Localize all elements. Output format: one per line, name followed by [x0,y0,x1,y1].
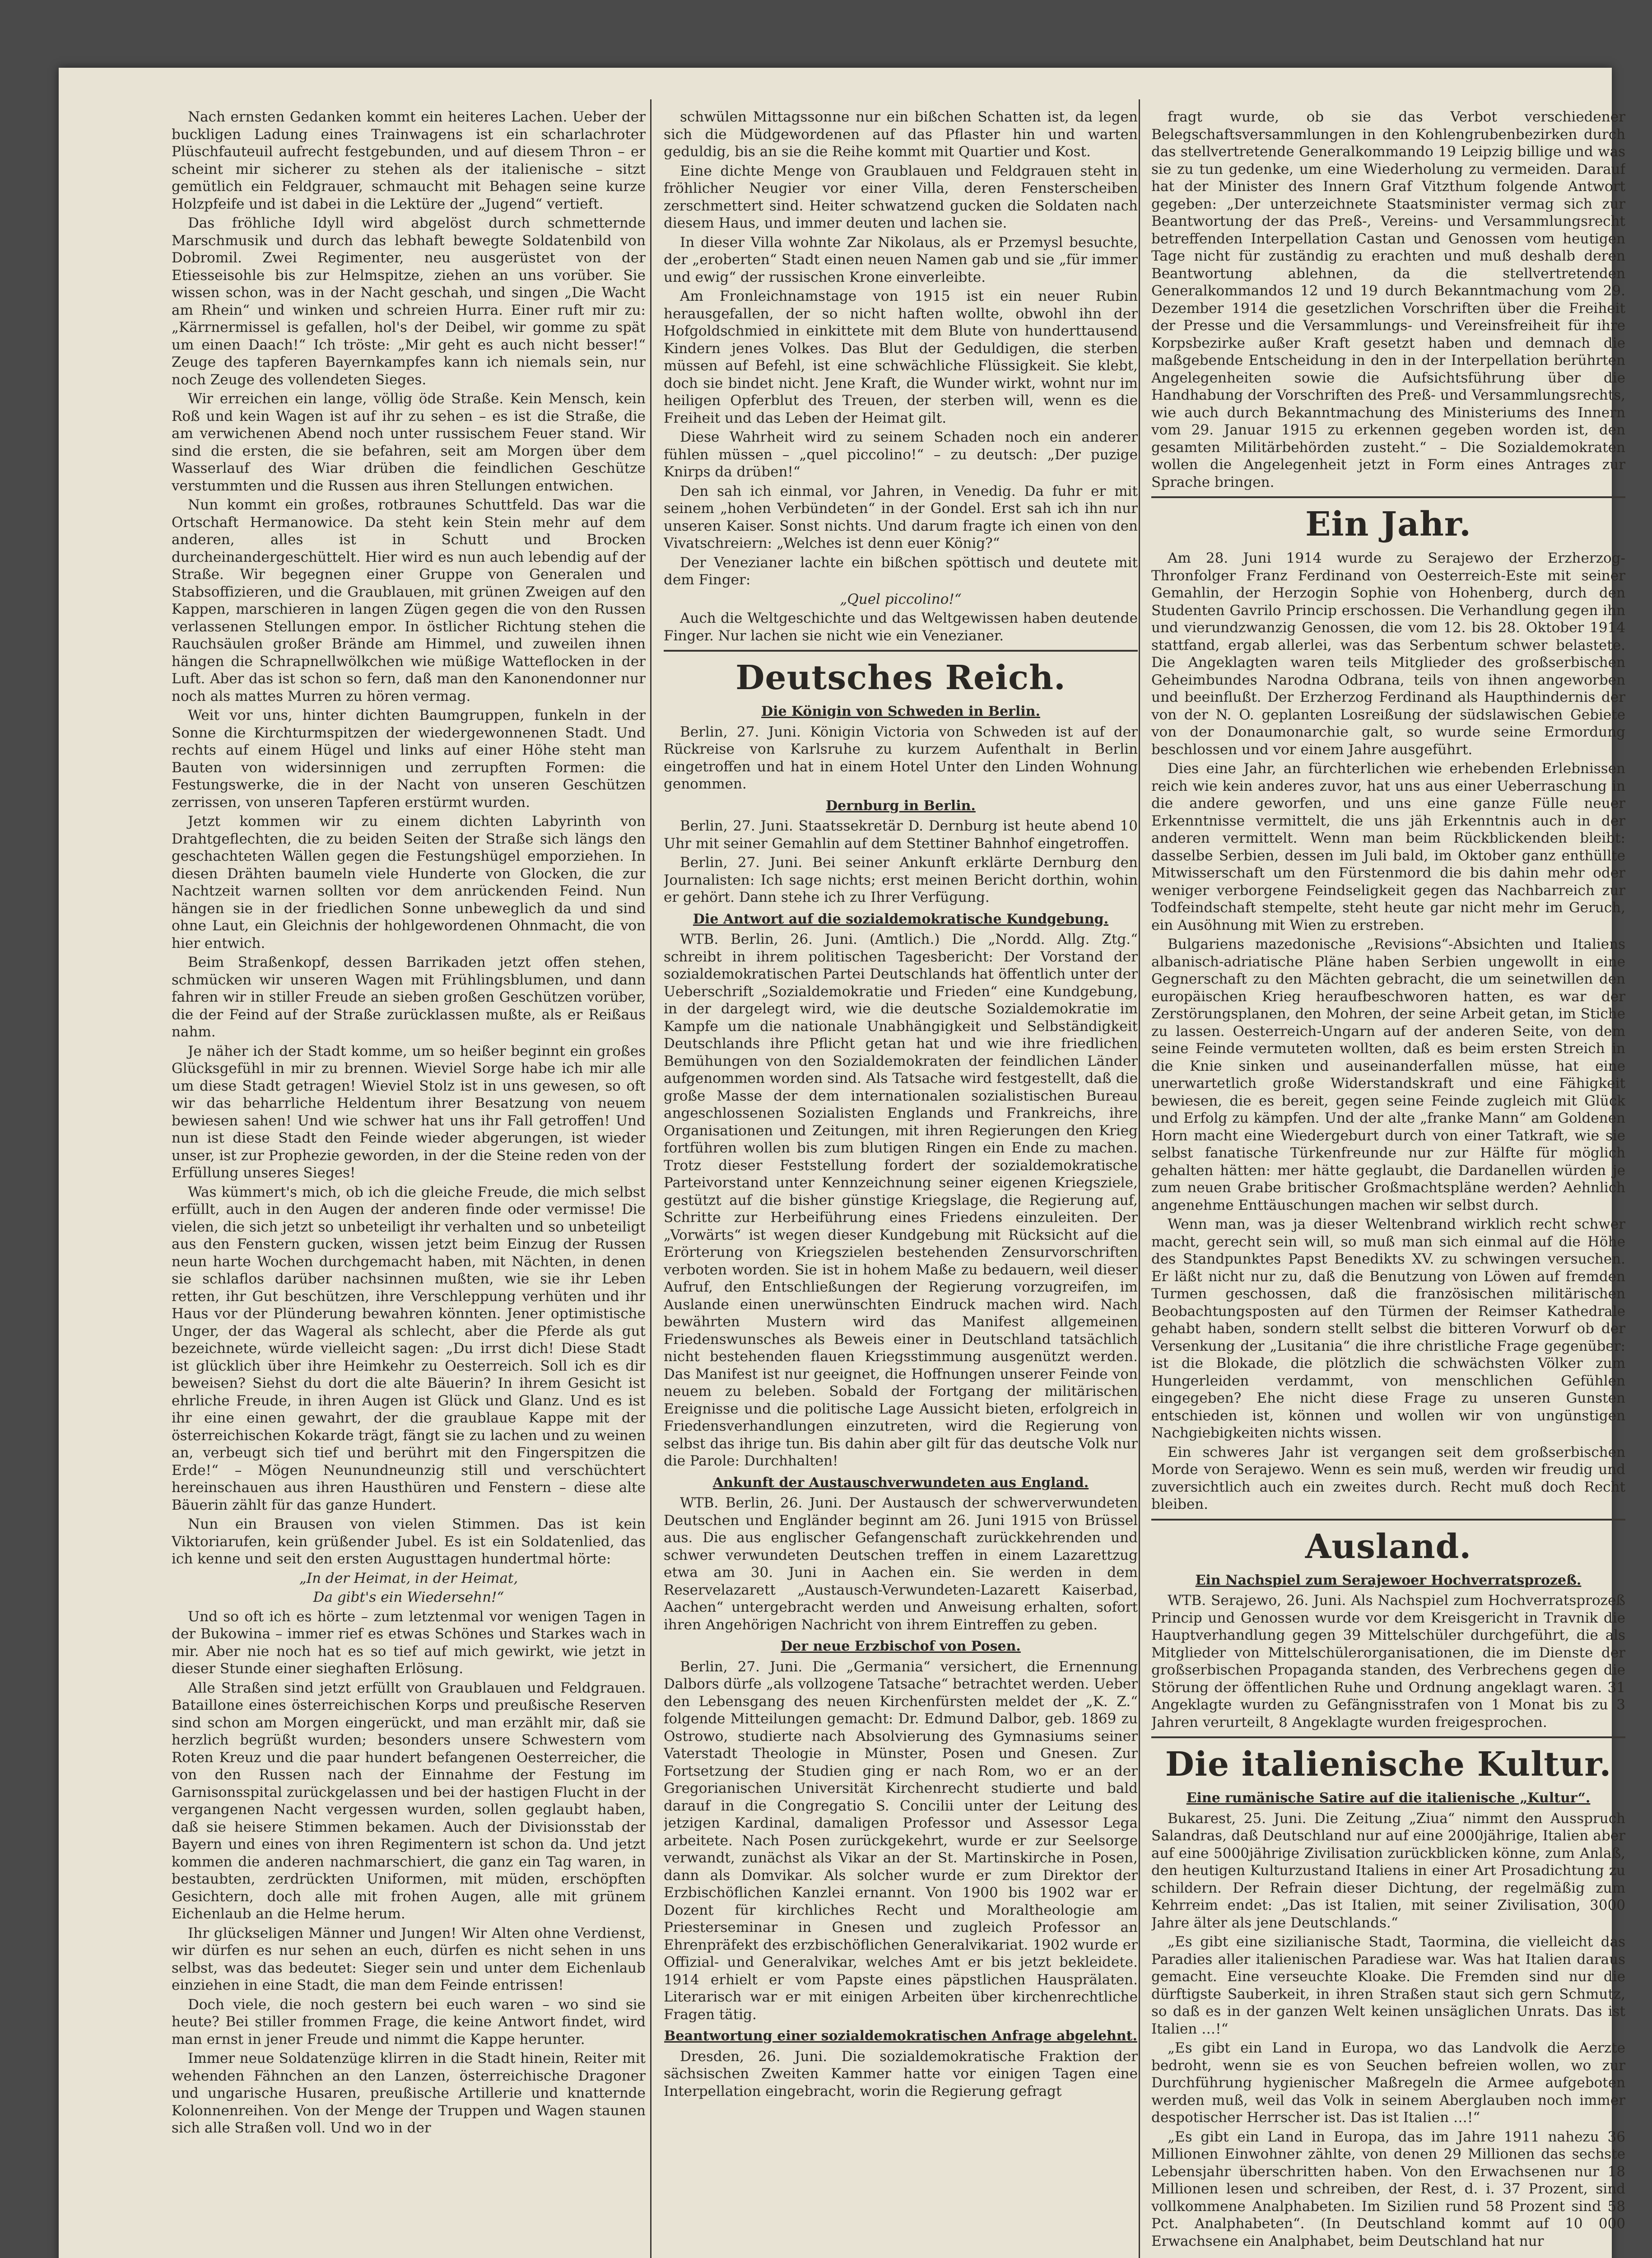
paragraph: Auch die Weltgeschichte und das Weltgewissen haben deutende Finger. Nur lachen sie nicht wie ein Venezianer. [664,610,1138,644]
paragraph: Berlin, 27. Juni. Bei seiner Ankunft erklärte Dernburg den Journalisten: Ich sage nichts; erst meinen Bericht dorthin, wohin er gehört. Dann stehe ich zu Ihrer Verfügung. [664,854,1138,905]
paragraph: Weit vor uns, hinter dichten Baumgruppen, funkeln in der Sonne die Kirchturmspitzen der wiedergewonnenen Stadt. Und rechts auf einem Hügel und links auf einer Höhe steht man Bauten von widersinnigen und zerrupften Formen: die Festungswerke, die in der Nacht von unseren Geschützen zerrissen, von unseren Tapferen erstürmt wurden. [172,707,646,811]
paragraph: Und so oft ich es hörte – zum letztenmal vor wenigen Tagen in der Bukowina – immer rief es etwas Schönes und Starkes wach in mir. Aber nie noch hat es so tief auf mich gewirkt, wie jetzt in dieser Stunde einer sieghaften Erlösung. [172,1608,646,1677]
paragraph: Dresden, 26. Juni. Die sozialdemokratische Fraktion der sächsischen Zweiten Kammer hatte vor einigen Tagen eine Interpellation eingebracht, worin die Regierung gefragt [664,2048,1138,2099]
article-headline: Ankunft der Austauschverwundeten aus England. [712,1474,1089,1491]
paragraph: In dieser Villa wohnte Zar Nikolaus, als er Przemysl besuchte, der „eroberten“ Stadt einen neuen Namen gab und sie „für immer und ewig“ der russischen Krone einverleibte. [664,234,1138,285]
paragraph: Ihr glückseligen Männer und Jungen! Wir Alten ohne Verdienst, wir dürfen es nur sehen an euch, dürfen es nicht sehen in uns selbst, was das bedeutet: Sieger sein und unter dem Eichenlaub einziehen in eine Stadt, die man dem Feinde entrissen! [172,1925,646,1993]
song-quote-line: Da gibt's ein Wiedersehn!“ [313,1589,504,1605]
paragraph: „Quel piccolino!“ [840,591,962,607]
article-headline: Dernburg in Berlin. [826,798,976,814]
paragraph: fragt wurde, ob sie das Verbot verschiedener Belegschaftsversammlungen in den Kohlengrubenbezirken durch das stellvertretende Generalkommando 19 Leipzig billige und was sie zu tun gedenke, um eine Wiederholung zu vermeiden. Darauf hat der Minister des Innern Graf Vitzthum folgende Antwort gegeben: „Der unterzeichnete Staatsminister vermag sich zur Beantwortung der das Preß-, Vereins- und Versammlungsrecht betreffenden Interpellation Castan und Genossen vom heutigen Tage nicht für zuständig zu erachten und muß deshalb deren Beantwortung ablehnen, da die stellvertretenden Generalkommandos 12 und 19 durch Bekanntmachung vom 29. Dezember 1914 die gesetzlichen Vorschriften über die Freiheit der Presse und die Versammlungs- und Vereinsfreiheit für ihre Korpsbezirke außer Kraft gesetzt haben und demnach die maßgebende Entscheidung in den in der Interpellation berührten Angelegenheiten sowie die Aufsichtsführung über die Handhabung der Vorschriften des Preß- und Versammlungsrechts, wie auch durch Bekanntmachung des Ministeriums des Innern vom 29. Januar 1915 zu erkennen gegeben worden ist, den gesamten Militärbehörden zusteht.“ – Die Sozialdemokraten wollen die Angelegenheit jetzt in Form eines Antrages zur Sprache bringen. [1151,109,1625,490]
paragraph: Ein schweres Jahr ist vergangen seit dem großserbischen Morde von Serajewo. Wenn es sein muß, werden wir freudig und zuversichtlich auch ein zweites durch. Recht muß doch Recht bleiben. [1151,1444,1625,1512]
article-headline: Beantwortung einer sozialdemokratischen Anfrage abgelehnt. [664,2028,1137,2044]
section-title: Ausland. [1305,1527,1472,1566]
paragraph: Eine dichte Menge von Graublauen und Feldgrauen steht in fröhlicher Neugier vor einer Villa, deren Fensterscheiben zerschmettert sind. Heiter schwatzend gucken die Soldaten nach diesem Haus, und immer deuten und lachen sie. [664,163,1138,231]
paragraph: Nach ernsten Gedanken kommt ein heiteres Lachen. Ueber der buckligen Ladung eines Trainwagens ist ein scharlachroter Plüschfauteuil aufrecht festgebunden, und auf diesem Thron – er scheint mir sicherer zu stehen als der italienische – sitzt gemütlich ein Feldgrauer, schmaucht mit Behagen seine kurze Holzpfeife und ist dabei in die Lektüre der „Jugend“ vertieft. [172,109,646,212]
section-rule [1151,496,1625,498]
section-rule [1151,1519,1625,1521]
paragraph: Den sah ich einmal, vor Jahren, in Venedig. Da fuhr er mit seinem „hohen Verbündeten“ in der Gondel. Erst sah ich ihn nur unseren Kaiser. Sonst nichts. Und darum fragte ich einen von den Vivatschreiern: „Welches ist denn euer König?“ [664,483,1138,551]
article-headline: Der neue Erzbischof von Posen. [781,1638,1021,1654]
paragraph: „Es gibt eine sizilianische Stadt, Taormina, die vielleicht das Paradies aller italienischen Paradiese war. Was hat Italien daraus gemacht. Eine verseuchte Kloake. Die Fremden sind nur die dürftigste Sauberkeit, in ihren Straßen staut sich gern Schmutz, so daß es in der ganzen Welt keinen unsäglichen Unrats. Das ist Italien …!“ [1151,1934,1625,2037]
paragraph: Doch viele, die noch gestern bei euch waren – wo sind sie heute? Bei stiller frommen Frage, die keine Antwort findet, wird man ernst in jener Freude und nimmt die Kappe herunter. [172,1996,646,2048]
paragraph: WTB. Serajewo, 26. Juni. Als Nachspiel zum Hochverratsprozeß Princip und Genossen wurde vor dem Kreisgericht in Travnik die Hauptverhandlung gegen 39 Mittelschüler durchgeführt, die als Mitglieder von Mittelschülerorganisationen, die im Dienste der großserbischen Propaganda standen, des Verbrechens gegen die Störung der öffentlichen Ruhe und Ordnung angeklagt waren. 31 Angeklagte wurden zu Gefängnisstrafen von 1 Monat bis zu 3 Jahren verurteilt, 8 Angeklagte wurden freigesprochen. [1151,1592,1625,1731]
paragraph: Immer neue Soldatenzüge klirren in die Stadt hinein, Reiter mit wehenden Fähnchen an den Lanzen, österreichische Dragoner und ungarische Husaren, preußische Artillerie und knatternde Kolonnenreihen. Von der Menge der Truppen und Wagen staunen sich alle Straßen voll. Und wo in der [172,2050,646,2136]
newspaper-page [59,68,1625,2258]
paragraph: WTB. Berlin, 26. Juni. Der Austausch der schwerverwundeten Deutschen und Engländer beginnt am 26. Juni 1915 von Brüssel aus. Die aus englischer Gefangenschaft zurückkehrenden und schwer verwundeten Deutschen treffen in einem Lazarettzug etwa am 30. Juni in Aachen ein. Sie werden in dem Reservelazarett „Austausch-Verwundeten-Lazarett Kaiserbad, Aachen“ untergebracht werden und Anweisung erhalten, sofort ihren Angehörigen Nachricht von ihrem Eintreffen zu geben. [664,1495,1138,1633]
paragraph: „Es gibt ein Land in Europa, wo das Landvolk die Aerzte bedroht, wenn sie es von Seuchen befreien wollen, wo zur Durchführung hygienischer Maßregeln die Armee aufgeboten werden muß, weil das Volk in seinem Aberglauben noch immer despotischer Herrscher ist. Das ist Italien …!“ [1151,2040,1625,2126]
article-headline: Die Antwort auf die sozialdemokratische Kundgebung. [693,911,1109,927]
section-title: Ein Jahr. [1305,505,1471,544]
paragraph: Berlin, 27. Juni. Königin Victoria von Schweden ist auf der Rückreise von Karlsruhe zu kurzem Aufenthalt in Berlin eingetroffen und hat in einem Hotel Unter den Linden Wohnung genommen. [664,723,1138,792]
paragraph: Bukarest, 25. Juni. Die Zeitung „Ziua“ nimmt den Ausspruch Salandras, daß Deutschland nur auf eine 2000jährige, Italien aber auf eine 5000jährige Zivilisation zurückblicken könne, zum Anlaß, den heutigen Kulturzustand Italiens in einer Art Prosadichtung zu schildern. Der Refrain dieser Dichtung, der regelmäßig zum Kehrreim endet: „Das ist Italien, mit seiner Zivilisation, 3000 Jahre älter als jene Deutschlands.“ [1151,1810,1625,1931]
paragraph: schwülen Mittagssonne nur ein bißchen Schatten ist, da legen sich die Müdgewordenen auf das Pflaster hin und warten geduldig, bis an sie die Reihe kommt mit Quartier und Kost. [664,109,1138,160]
paragraph: Diese Wahrheit wird zu seinem Schaden noch ein anderer fühlen müssen – „quel piccolino!“ – zu deutsch: „Der puzige Knirps da drüben!“ [664,429,1138,480]
paragraph: Nun kommt ein großes, rotbraunes Schuttfeld. Das war die Ortschaft Hermanowice. Da steht kein Stein mehr auf dem anderen, alles ist in Schutt und Brocken durcheinandergeschüttelt. Hier wird es nun auch lebendig auf der Straße. Wir begegnen einer Gruppe von Generalen und Stabsoffizieren, und die Graublauen, mit grünen Zweigen auf den Kappen, marschieren in langen Zügen gegen die von den Russen verlassenen Stellungen empor. In östlicher Richtung stehen die Rauchsäulen großer Brände am Himmel, und zuweilen ihnen hängen die Schrapnellwölkchen wie müßige Watteflocken in der Luft. Aber das ist schon so fern, daß man den Kanonendonner nur noch als mattes Murren zu hören vermag. [172,497,646,704]
paragraph: Am Fronleichnamstage von 1915 ist ein neuer Rubin herausgefallen, der so nicht haften wollte, obwohl ihn der Hofgoldschmied in einkittete mit dem Blute von hunderttausend Kindern jenes Volkes. Das Blut der Geduldigen, die sterben müssen auf Befehl, ist eine schwächliche Flüssigkeit. Sie klebt, doch sie bindet nicht. Jene Kraft, die Wunder wirkt, wohnt nur im heiligen Opferblut des Treuen, der sterben will, wenn es die Freiheit und das Leben der Heimat gilt. [664,288,1138,426]
paragraph: Alle Straßen sind jetzt erfüllt von Graublauen und Feldgrauen. Bataillone eines österreichischen Korps und preußische Reserven sind schon am Morgen eingerückt, und man erzählt mir, daß sie herzlich begrüßt wurden; besonders unsere Schwestern vom Roten Kreuz und die paar hundert befangenen Oesterreicher, die von den Russen nach der Einnahme der Festung im Garnisonsspital zurückgelassen und bei der hastigen Flucht in der vergangenen Nacht vergessen wurden, sollen geglaubt haben, daß sie heisere Stimmen bekamen. Auch der Divisionsstab der Bayern und eines von ihren Regimentern ist schon da. Und jetzt kommen die anderen nachmarschiert, die ganz ein Tag waren, in bestaubten, zerdrückten Uniformen, mit müden, erschöpften Gesichtern, doch alle mit frohen Augen, alle mit grünem Eichenlaub an die Helme herum. [172,1680,646,1922]
paragraph: Berlin, 27. Juni. Die „Germania“ versichert, die Ernennung Dalbors dürfe „als vollzogene Tatsache“ betrachtet werden. Ueber den Lebensgang des neuen Kirchenfürsten meldet der „K. Z.“ folgende Mitteilungen gemacht: Dr. Edmund Dalbor, geb. 1869 zu Ostrowo, studierte nach Absolvierung des Gymnasiums seiner Vaterstadt Theologie in Münster, Posen und Gnesen. Zur Fortsetzung der Studien ging er nach Rom, wo er an der Gregorianischen Universität Kirchenrecht studierte und bald darauf in die Congregatio S. Concilii unter der Leitung des jetzigen Kardinal, damaligen Professor und Assessor Lega arbeitete. Nach Posen zurückgekehrt, wurde er zur Seelsorge verwandt, zunächst als Vikar an der St. Martinskirche in Posen, dann als Domvikar. Als solcher wurde er zum Direktor der Erzbischöflichen Kanzlei ernannt. Von 1900 bis 1902 war er Dozent für kirchliches Recht und Moraltheologie am Priesterseminar in Gnesen und zugleich Professor an Ehrenpräfekt des erzbischöflichen Generalvikariat. 1902 wurde er Offizial- und Generalvikar, welches Amt er bis jetzt bekleidete. 1914 erhielt er vom Papste eines päpstlichen Hausprälaten. Literarisch war er mit einigen Arbeiten über kirchenrechtliche Fragen tätig. [664,1658,1138,2023]
section-title: Deutsches Reich. [735,658,1066,697]
paragraph: Bulgariens mazedonische „Revisions“-Absichten und Italiens albanisch-adriatische Pläne haben Serbien ungewollt in eine Gegnerschaft zu den Mächten gebracht, die um seinetwillen den europäischen Krieg heraufbeschworen hatten, es war der Zerstörungsplanen, den Mohren, der seine Arbeit getan, im Stiche zu lassen. Oesterreich-Ungarn auf der anderen Seite, von dem seine Feinde vermuteten wollten, daß es beim ersten Streich in die Knie sinken und auseinanderfallen müsse, hat eine unerwartetlich große Widerstandskraft und eine Fähigkeit bewiesen, die es bereit, gegen seine Feinde zugleich mit Glück und Erfolg zu kämpfen. Und der alte „franke Mann“ am Goldenen Horn macht eine Wiedergeburt durch von einer Tatkraft, wie sie selbst fanatische Türkenfreunde nur zur Hälfte für möglich gehalten hätten: mer hätte geglaubt, die Dardanellen würden je zum neuen Grabe britischer Großmachtspläne werden? Aehnlich angenehme Enttäuschungen machen wir selbst durch. [1151,936,1625,1213]
paragraph: Berlin, 27. Juni. Staatssekretär D. Dernburg ist heute abend 10 Uhr mit seiner Gemahlin auf dem Stettiner Bahnhof eingetroffen. [664,818,1138,852]
paragraph: Wir erreichen ein lange, völlig öde Straße. Kein Mensch, kein Roß und kein Wagen ist auf ihr zu sehen – es ist die Straße, die am verwichenen Abend noch unter russischem Feuer stand. Wir sind die ersten, die sie befahren, seit am Morgen über dem Wasserlauf des Wiar drüben die feindlichen Geschütze verstummten und die Russen aus ihren Stellungen entwichen. [172,391,646,494]
paragraph: Der Venezianer lachte ein bißchen spöttisch und deutete mit dem Finger: [664,554,1138,588]
paragraph: Nun ein Brausen von vielen Stimmen. Das ist kein Viktoriarufen, kein grüßender Jubel. Es ist ein Soldatenlied, das ich kenne und seit den ersten Augusttagen hundertmal hörte: [172,1516,646,1567]
paragraph: Das fröhliche Idyll wird abgelöst durch schmetternde Marschmusik und durch das lebhaft bewegte Soldatenbild von Dobromil. Zwei Regimenter, neu ausgerüstet von der Etiesseisohle bis zur Helmspitze, ziehen an uns vorüber. Sie wissen schon, was in der Nacht geschah, und singen „Die Wacht am Rhein“ und winken und schreien Hurra. Einer ruft mir zu: „Kärrnermissel is gefallen, hol's der Deibel, wir gomme zu spät um einen Daach!“ Ich tröste: „Mir geht es auch nicht besser!“ Zeuge des tapferen Bayernkampfes kann ich niemals sein, nur noch Zeuge des vollendeten Sieges. [172,215,646,388]
section-rule [1151,1736,1625,1738]
paragraph: Was kümmert's mich, ob ich die gleiche Freude, die mich selbst erfüllt, auch in den Augen der anderen finde oder vermisse! Die vielen, die sich jetzt so unbeteiligt ihr verhalten und so unbeteiligt aus den Fenstern gucken, wissen jetzt beim Einzug der Russen neun harte Wochen durchgemacht haben, mit Nächten, in denen sie schlaflos darüber nachsinnen mußten, wie sie ihr Leben retten, ihr Gut beschützen, ihre Verschleppung verhüten und ihr Haus vor der Plünderung bewahren könnten. Jener optimistische Unger, der das Wageral als schlecht, aber die Pferde als gut bezeichnete, würde vielleicht sagen: „Du irrst dich! Diese Stadt ist glücklich über ihre Heimkehr zu Oesterreich. Soll ich es dir beweisen? Siehst du dort die alte Bäuerin? In ihrem Gesicht ist ehrliche Freude, in ihren Augen ist Glück und Glanz. Und es ist ihr eine einen gewahrt, der die graublaue Kappe mit der österreichischen Kokarde trägt, fängt sie zu lachen und zu weinen an, verbeugt sich tief und berührt mit den Fingerspitzen die Erde!“ – Mögen Neunundneunzig still und verschüchtert hereinschauen aus ihren Hausthüren und Fenstern – diese alte Bäuerin zählt für das ganze Hundert. [172,1184,646,1513]
section-title: Die italienische Kultur. [1165,1745,1612,1784]
paragraph: WTB. Berlin, 26. Juni. (Amtlich.) Die „Nordd. Allg. Ztg.“ schreibt in ihrem politischen Tagesbericht: Der Vorstand der sozialdemokratischen Partei Deutschlands hat öffentlich unter der Ueberschrift „Sozialdemokratie und Frieden“ eine Kundgebung, in der dargelegt wird, wie die deutsche Sozialdemokratie im Kampfe um die nationale Unabhängigkeit und Selbständigkeit Deutschlands ihre Pflicht getan hat und wie ihre friedlichen Bemühungen von den Sozialdemokraten der feindlichen Länder aufgenommen worden sind. Als Tatsache wird festgestellt, daß die große Masse der dem internationalen sozialistischen Bureau angeschlossenen Sozialisten Englands und Frankreichs, ihre Organisationen und Zeitungen, mit ihren Regierungen den Krieg fortführen wollen bis zum blutigen Ringen ein Ende zu machen. Trotz dieser Feststellung fordert der sozialdemokratische Parteivorstand unter Kennzeichnung seiner eigenen Kriegsziele, gestützt auf die bisher günstige Kriegslage, die Regierung auf, Schritte zur Herbeiführung eines Friedens einzuleiten. Der „Vorwärts“ ist wegen dieser Kundgebung mit Rücksicht auf die Erörterung von Kriegszielen bestehenden Zensurvorschriften verboten worden. Sie ist in hohem Maße zu bedauern, weil dieser Aufruf, den Entschließungen der Regierung vorzugreifen, im Auslande einen unerwünschten Eindruck machen wird. Nach bewährten Mustern wird das Manifest allgemeinen Friedenswunsches als Beweis einer in Deutschland tatsächlich nicht bestehenden flauen Kriegsstimmung ausgenützt werden. Das Manifest ist nur geeignet, die Hoffnungen unserer Feinde von neuem zu beleben. Sobald der Fortgang der militärischen Ereignisse und die politische Lage Aussicht bieten, erfolgreich in Friedensverhandlungen einzutreten, wird die Regierung von selbst das ihrige tun. Bis dahin aber gilt für das deutsche Volk nur die Parole: Durchhalten! [664,931,1138,1469]
column-divider [1139,99,1140,2258]
paragraph: Je näher ich der Stadt komme, um so heißer beginnt ein großes Glücksgefühl in mir zu brennen. Wieviel Sorge habe ich mir alle um diese Stadt getragen! Wieviel Stolz ist in uns gewesen, so oft wir das beharrliche Heldentum ihrer Besatzung von neuem bewiesen sahen! Und wie schwer hat uns ihr Fall getroffen! Und nun ist diese Stadt den Feinde wieder abgerungen, ist wieder unser, ist zur Prophezie geworden, in der die Steine reden von der Erfüllung unseres Sieges! [172,1043,646,1181]
paragraph: Dies eine Jahr, an fürchterlichen wie erhebenden Erlebnissen reich wie kein anderes zuvor, hat uns aus einer Ueberraschung in die andere geworfen, und uns eine ganze Fülle neuer Erkenntnisse vermittelt, die uns jäh Erkenntnis auch in der anderen vermittelt. Wenn man beim Rückblickenden bleibt: dasselbe Serbien, dessen im Juli bald, im Oktober ganz enthüllte Mitwisserschaft um den Fürstenmord die bis dahin mehr oder weniger verborgene Feindseligkeit gegen das Nachbarreich zur Todfeindschaft stempelte, steht heute gar nicht mehr im Geruch, ein Ausöhnung mit Wien zu erstreben. [1151,760,1625,933]
paragraph: Beim Straßenkopf, dessen Barrikaden jetzt offen stehen, schmücken wir unseren Wagen mit Frühlingsblumen, und dann fahren wir in stiller Freude an sieben großen Geschützen vorüber, die der Feind auf der Straße zurücklassen mußte, als er Reißaus nahm. [172,954,646,1040]
song-quote-line: „In der Heimat, in der Heimat, [299,1570,518,1586]
column-divider [650,99,651,2258]
paragraph: Am 28. Juni 1914 wurde zu Serajewo der Erzherzog-Thronfolger Franz Ferdinand von Oesterreich-Este mit seiner Gemahlin, der Herzogin Sophie von Hohenberg, durch den Studenten Gavrilo Princip erschossen. Die Verhandlung gegen ihn und vierundzwanzig Genossen, die vom 12. bis 28. Oktober 1914 stattfand, ergab allerlei, was das Serbentum schwer belastete. Die Angeklagten waren teils Mitglieder des großserbischen Geheimbundes Narodna Odbrana, teils von ihnen angeworben und beeinflußt. Der Erzherzog Ferdinand als Haupthindernis der von der N. O. geplanten Losreißung der südslawischen Gebiete von der Donaumonarchie galt, so wurde seine Ermordung beschlossen und vor einem Jahre ausgeführt. [1151,550,1625,758]
section-rule [664,650,1138,652]
paragraph: „Es gibt ein Land in Europa, das im Jahre 1911 nahezu 36 Millionen Einwohner zählte, von denen 29 Millionen das sechste Lebensjahr überschritten haben. Von den Erwachsenen nur 18 Millionen lesen und schreiben, der Rest, d. i. 37 Prozent, sind vollkommene Analphabeten. Im Sizilien rund 58 Prozent sind 58 Pct. Analphabeten“. (In Deutschland kommt auf 10 000 Erwachsene ein Analphabet, beim Deutschland hat nur [1151,2128,1625,2249]
paragraph: Jetzt kommen wir zu einem dichten Labyrinth von Drahtgeflechten, die zu beiden Seiten der Straße sich längs den geschachteten Wällen gegen die Festungshügel emporziehen. In diesen Drähten baumeln viele Hunderte von Glocken, die zur Nachtzeit warnen sollten vor dem anrückenden Feind. Nun hängen sie in der friedlichen Sonne unbeweglich da und sind ohne Laut, ein Gleichnis der hohlgewordenen Ohnmacht, die von hier entwich. [172,813,646,952]
article-headline: Die Königin von Schweden in Berlin. [761,704,1040,719]
column-left [172,108,646,2258]
column-right [1151,108,1625,2258]
article-headline: Ein Nachspiel zum Serajewoer Hochverratsprozeß. [1195,1572,1582,1588]
paragraph: Wenn man, was ja dieser Weltenbrand wirklich recht schwer macht, gerecht sein will, so muß man sich einmal auf die Höhe des Standpunktes Papst Benedikts XV. zu schwingen versuchen. Er läßt nicht nur zu, daß die Benutzung von Löwen auf fremden Turmen geschossen, daß die französischen militärischen Beobachtungsposten auf den Türmen der Reimser Kathedrale gehabt haben, sondern stellt selbst die bitteren Vorwurf ob der Versenkung der „Lusitania“ die ihre christliche Frage gegenüber: ist die Blokade, die plötzlich die schwächsten Völker zum Hungerleiden verdammt, von menschlichen Gefühlen eingegeben? Ehe nicht diese Frage zu unseren Gunsten entschieden ist, können und wollen wir von ungünstigen Nachgiebigkeiten nichts wissen. [1151,1216,1625,1441]
column-middle [664,108,1138,2258]
article-headline: Eine rumänische Satire auf die italienische „Kultur“. [1186,1790,1591,1806]
